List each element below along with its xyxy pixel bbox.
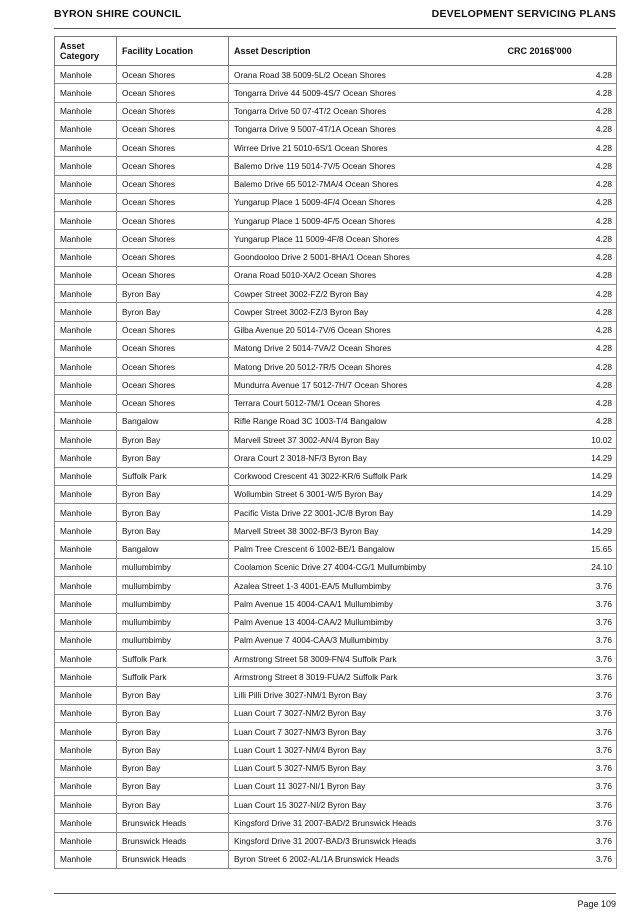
council-name: BYRON SHIRE COUNCIL [54, 8, 182, 20]
cell-crc: 3.76 [503, 796, 617, 814]
cell-asset-description: Rifle Range Road 3C 1003-T/4 Bangalow [229, 412, 503, 430]
cell-crc: 4.28 [503, 102, 617, 120]
cell-crc: 3.76 [503, 631, 617, 649]
cell-asset-category: Manhole [55, 230, 117, 248]
cell-crc: 4.28 [503, 358, 617, 376]
cell-asset-description: Orana Road 5010-XA/2 Ocean Shores [229, 266, 503, 284]
cell-asset-category: Manhole [55, 266, 117, 284]
cell-asset-category: Manhole [55, 175, 117, 193]
cell-asset-category: Manhole [55, 485, 117, 503]
cell-crc: 4.28 [503, 139, 617, 157]
cell-crc: 3.76 [503, 668, 617, 686]
table-row [55, 522, 617, 540]
cell-asset-description: Balemo Drive 65 5012-7MA/4 Ocean Shores [229, 175, 503, 193]
cell-asset-category: Manhole [55, 540, 117, 558]
cell-asset-description: Corkwood Crescent 41 3022-KR/6 Suffolk Park [229, 467, 503, 485]
cell-asset-description: Yungarup Place 11 5009-4F/8 Ocean Shores [229, 230, 503, 248]
cell-asset-category: Manhole [55, 832, 117, 850]
table-row [55, 613, 617, 631]
cell-asset-category: Manhole [55, 358, 117, 376]
table-row [55, 832, 617, 850]
cell-crc: 14.29 [503, 485, 617, 503]
cell-asset-category: Manhole [55, 631, 117, 649]
cell-facility-location: Brunswick Heads [117, 832, 229, 850]
cell-asset-description: Luan Court 7 3027-NM/3 Byron Bay [229, 723, 503, 741]
table-row [55, 303, 617, 321]
cell-asset-description: Palm Avenue 7 4004-CAA/3 Mullumbimby [229, 631, 503, 649]
cell-facility-location: Byron Bay [117, 741, 229, 759]
cell-facility-location: Byron Bay [117, 759, 229, 777]
cell-asset-description: Lilli Pilli Drive 3027-NM/1 Byron Bay [229, 686, 503, 704]
cell-facility-location: Byron Bay [117, 303, 229, 321]
table-row [55, 540, 617, 558]
cell-asset-description: Orara Court 2 3018-NF/3 Byron Bay [229, 449, 503, 467]
cell-facility-location: Ocean Shores [117, 212, 229, 230]
cell-crc: 4.28 [503, 376, 617, 394]
table-row [55, 102, 617, 120]
cell-asset-description: Palm Avenue 15 4004-CAA/1 Mullumbimby [229, 595, 503, 613]
cell-facility-location: Byron Bay [117, 449, 229, 467]
column-header-asset-category: Asset Category [55, 37, 117, 66]
table-row [55, 558, 617, 576]
cell-facility-location: Ocean Shores [117, 193, 229, 211]
cell-facility-location: Brunswick Heads [117, 850, 229, 868]
cell-crc: 3.76 [503, 686, 617, 704]
cell-asset-category: Manhole [55, 595, 117, 613]
cell-facility-location: Ocean Shores [117, 358, 229, 376]
cell-asset-category: Manhole [55, 850, 117, 868]
cell-facility-location: Bangalow [117, 540, 229, 558]
cell-asset-description: Kingsford Drive 31 2007-BAD/3 Brunswick Heads [229, 832, 503, 850]
table-row [55, 577, 617, 595]
cell-crc: 3.76 [503, 723, 617, 741]
table-row [55, 266, 617, 284]
cell-crc: 14.29 [503, 522, 617, 540]
cell-asset-category: Manhole [55, 394, 117, 412]
table-row [55, 704, 617, 722]
document-title: DEVELOPMENT SERVICING PLANS [431, 8, 616, 20]
cell-asset-category: Manhole [55, 102, 117, 120]
cell-asset-description: Wirree Drive 21 5010-6S/1 Ocean Shores [229, 139, 503, 157]
table-row [55, 139, 617, 157]
cell-facility-location: Brunswick Heads [117, 814, 229, 832]
table-row [55, 358, 617, 376]
table-row [55, 777, 617, 795]
table-row [55, 504, 617, 522]
cell-asset-category: Manhole [55, 66, 117, 84]
table-row [55, 759, 617, 777]
cell-facility-location: Suffolk Park [117, 650, 229, 668]
cell-crc: 14.29 [503, 449, 617, 467]
cell-crc: 4.28 [503, 303, 617, 321]
cell-asset-category: Manhole [55, 504, 117, 522]
cell-facility-location: mullumbimby [117, 613, 229, 631]
cell-facility-location: Ocean Shores [117, 102, 229, 120]
cell-asset-category: Manhole [55, 467, 117, 485]
cell-crc: 4.28 [503, 157, 617, 175]
cell-facility-location: Byron Bay [117, 777, 229, 795]
cell-asset-description: Tongarra Drive 50 07-4T/2 Ocean Shores [229, 102, 503, 120]
cell-asset-description: Tongarra Drive 44 5009-4S/7 Ocean Shores [229, 84, 503, 102]
table-row [55, 631, 617, 649]
cell-asset-description: Luan Court 5 3027-NM/5 Byron Bay [229, 759, 503, 777]
cell-asset-description: Terrara Court 5012-7M/1 Ocean Shores [229, 394, 503, 412]
table-row [55, 485, 617, 503]
table-row [55, 686, 617, 704]
cell-asset-category: Manhole [55, 120, 117, 138]
cell-crc: 10.02 [503, 431, 617, 449]
cell-crc: 4.28 [503, 175, 617, 193]
table-row [55, 431, 617, 449]
table-row [55, 668, 617, 686]
cell-crc: 4.28 [503, 266, 617, 284]
column-header-asset-description: Asset Description [229, 37, 503, 66]
cell-asset-category: Manhole [55, 668, 117, 686]
column-header-facility-location: Facility Location [117, 37, 229, 66]
cell-facility-location: Suffolk Park [117, 668, 229, 686]
column-header-crc: CRC 2016$'000 [503, 37, 617, 66]
cell-crc: 3.76 [503, 650, 617, 668]
cell-crc: 3.76 [503, 814, 617, 832]
cell-asset-category: Manhole [55, 321, 117, 339]
cell-facility-location: Ocean Shores [117, 376, 229, 394]
cell-asset-description: Luan Court 11 3027-NI/1 Byron Bay [229, 777, 503, 795]
cell-asset-description: Marvell Street 38 3002-BF/3 Byron Bay [229, 522, 503, 540]
cell-crc: 3.76 [503, 777, 617, 795]
cell-crc: 4.28 [503, 84, 617, 102]
table-body [55, 66, 617, 869]
cell-crc: 3.76 [503, 759, 617, 777]
cell-facility-location: Ocean Shores [117, 248, 229, 266]
table-row [55, 741, 617, 759]
table-row [55, 66, 617, 84]
cell-facility-location: Byron Bay [117, 285, 229, 303]
cell-asset-category: Manhole [55, 248, 117, 266]
cell-asset-category: Manhole [55, 613, 117, 631]
cell-crc: 4.28 [503, 321, 617, 339]
cell-asset-description: Luan Court 7 3027-NM/2 Byron Bay [229, 704, 503, 722]
cell-crc: 4.28 [503, 248, 617, 266]
table-row [55, 412, 617, 430]
cell-asset-description: Byron Street 6 2002-AL/1A Brunswick Heads [229, 850, 503, 868]
table-row [55, 175, 617, 193]
cell-asset-description: Cowper Street 3002-FZ/3 Byron Bay [229, 303, 503, 321]
cell-asset-category: Manhole [55, 741, 117, 759]
table-row [55, 120, 617, 138]
cell-asset-category: Manhole [55, 449, 117, 467]
cell-asset-description: Mundurra Avenue 17 5012-7H/7 Ocean Shores [229, 376, 503, 394]
page-number: Page 109 [577, 899, 616, 909]
cell-facility-location: Byron Bay [117, 485, 229, 503]
table-row [55, 212, 617, 230]
cell-crc: 4.28 [503, 285, 617, 303]
cell-crc: 3.76 [503, 704, 617, 722]
cell-facility-location: Ocean Shores [117, 120, 229, 138]
table-row [55, 230, 617, 248]
cell-facility-location: mullumbimby [117, 595, 229, 613]
table-row [55, 814, 617, 832]
cell-asset-description: Balemo Drive 119 5014-7V/5 Ocean Shores [229, 157, 503, 175]
cell-facility-location: Byron Bay [117, 431, 229, 449]
cell-asset-description: Wollumbin Street 6 3001-W/5 Byron Bay [229, 485, 503, 503]
table-row [55, 796, 617, 814]
cell-crc: 14.29 [503, 467, 617, 485]
cell-facility-location: Suffolk Park [117, 467, 229, 485]
cell-facility-location: Ocean Shores [117, 66, 229, 84]
table-row [55, 595, 617, 613]
cell-facility-location: mullumbimby [117, 558, 229, 576]
cell-crc: 3.76 [503, 850, 617, 868]
cell-facility-location: Byron Bay [117, 522, 229, 540]
cell-asset-category: Manhole [55, 139, 117, 157]
table-row [55, 193, 617, 211]
cell-crc: 15.65 [503, 540, 617, 558]
cell-asset-description: Yungarup Place 1 5009-4F/4 Ocean Shores [229, 193, 503, 211]
table-row [55, 321, 617, 339]
cell-asset-description: Goondooloo Drive 2 5001-8HA/1 Ocean Shores [229, 248, 503, 266]
cell-facility-location: Byron Bay [117, 686, 229, 704]
cell-asset-category: Manhole [55, 814, 117, 832]
cell-asset-category: Manhole [55, 285, 117, 303]
table-row [55, 157, 617, 175]
table-row [55, 850, 617, 868]
cell-asset-description: Palm Avenue 13 4004-CAA/2 Mullumbimby [229, 613, 503, 631]
cell-asset-category: Manhole [55, 704, 117, 722]
cell-crc: 4.28 [503, 412, 617, 430]
cell-facility-location: Byron Bay [117, 796, 229, 814]
cell-asset-category: Manhole [55, 376, 117, 394]
cell-asset-description: Luan Court 1 3027-NM/4 Byron Bay [229, 741, 503, 759]
cell-asset-category: Manhole [55, 723, 117, 741]
cell-asset-category: Manhole [55, 412, 117, 430]
cell-facility-location: Ocean Shores [117, 321, 229, 339]
cell-asset-description: Luan Court 15 3027-NI/2 Byron Bay [229, 796, 503, 814]
cell-asset-description: Tongarra Drive 9 5007-4T/1A Ocean Shores [229, 120, 503, 138]
cell-crc: 4.28 [503, 339, 617, 357]
cell-facility-location: Ocean Shores [117, 84, 229, 102]
cell-crc: 24.10 [503, 558, 617, 576]
cell-asset-category: Manhole [55, 193, 117, 211]
cell-asset-category: Manhole [55, 577, 117, 595]
page-header [54, 8, 616, 24]
cell-facility-location: Ocean Shores [117, 394, 229, 412]
cell-facility-location: Ocean Shores [117, 266, 229, 284]
table-row [55, 285, 617, 303]
cell-crc: 3.76 [503, 577, 617, 595]
cell-crc: 4.28 [503, 120, 617, 138]
cell-facility-location: Byron Bay [117, 504, 229, 522]
cell-crc: 4.28 [503, 230, 617, 248]
cell-facility-location: Ocean Shores [117, 230, 229, 248]
cell-crc: 3.76 [503, 741, 617, 759]
asset-table [54, 36, 617, 869]
table-row [55, 248, 617, 266]
cell-asset-category: Manhole [55, 157, 117, 175]
cell-facility-location: Ocean Shores [117, 175, 229, 193]
cell-asset-category: Manhole [55, 686, 117, 704]
cell-facility-location: mullumbimby [117, 631, 229, 649]
cell-crc: 4.28 [503, 394, 617, 412]
table-row [55, 650, 617, 668]
table-row [55, 339, 617, 357]
table-row [55, 376, 617, 394]
cell-asset-category: Manhole [55, 558, 117, 576]
cell-asset-category: Manhole [55, 759, 117, 777]
cell-crc: 4.28 [503, 66, 617, 84]
footer-divider [54, 893, 616, 894]
cell-asset-description: Azalea Street 1-3 4001-EA/5 Mullumbimby [229, 577, 503, 595]
cell-crc: 3.76 [503, 613, 617, 631]
cell-asset-category: Manhole [55, 777, 117, 795]
cell-facility-location: Ocean Shores [117, 157, 229, 175]
cell-asset-description: Matong Drive 20 5012-7R/5 Ocean Shores [229, 358, 503, 376]
cell-asset-category: Manhole [55, 650, 117, 668]
cell-facility-location: Bangalow [117, 412, 229, 430]
cell-asset-description: Marvell Street 37 3002-AN/4 Byron Bay [229, 431, 503, 449]
cell-asset-description: Palm Tree Crescent 6 1002-BE/1 Bangalow [229, 540, 503, 558]
cell-crc: 4.28 [503, 193, 617, 211]
cell-asset-category: Manhole [55, 303, 117, 321]
header-divider [54, 28, 616, 29]
cell-asset-description: Matong Drive 2 5014-7VA/2 Ocean Shores [229, 339, 503, 357]
cell-asset-category: Manhole [55, 212, 117, 230]
cell-asset-category: Manhole [55, 431, 117, 449]
table-header-row [55, 37, 617, 66]
cell-crc: 14.29 [503, 504, 617, 522]
table-row [55, 723, 617, 741]
cell-crc: 3.76 [503, 595, 617, 613]
table-row [55, 84, 617, 102]
cell-asset-description: Armstrong Street 8 3019-FUA/2 Suffolk Park [229, 668, 503, 686]
table-row [55, 394, 617, 412]
cell-asset-description: Orana Road 38 5009-5L/2 Ocean Shores [229, 66, 503, 84]
cell-asset-description: Armstrong Street 58 3009-FN/4 Suffolk Park [229, 650, 503, 668]
cell-asset-description: Yungarup Place 1 5009-4F/5 Ocean Shores [229, 212, 503, 230]
cell-asset-category: Manhole [55, 339, 117, 357]
cell-asset-description: Cowper Street 3002-FZ/2 Byron Bay [229, 285, 503, 303]
cell-facility-location: Ocean Shores [117, 339, 229, 357]
cell-asset-description: Coolamon Scenic Drive 27 4004-CG/1 Mullumbimby [229, 558, 503, 576]
table-row [55, 449, 617, 467]
cell-facility-location: Byron Bay [117, 723, 229, 741]
cell-crc: 3.76 [503, 832, 617, 850]
table-row [55, 467, 617, 485]
cell-asset-category: Manhole [55, 522, 117, 540]
cell-asset-category: Manhole [55, 84, 117, 102]
cell-facility-location: mullumbimby [117, 577, 229, 595]
cell-asset-description: Gilba Avenue 20 5014-7V/6 Ocean Shores [229, 321, 503, 339]
cell-facility-location: Byron Bay [117, 704, 229, 722]
cell-asset-description: Kingsford Drive 31 2007-BAD/2 Brunswick Heads [229, 814, 503, 832]
cell-crc: 4.28 [503, 212, 617, 230]
cell-facility-location: Ocean Shores [117, 139, 229, 157]
cell-asset-category: Manhole [55, 796, 117, 814]
cell-asset-description: Pacific Vista Drive 22 3001-JC/8 Byron Bay [229, 504, 503, 522]
